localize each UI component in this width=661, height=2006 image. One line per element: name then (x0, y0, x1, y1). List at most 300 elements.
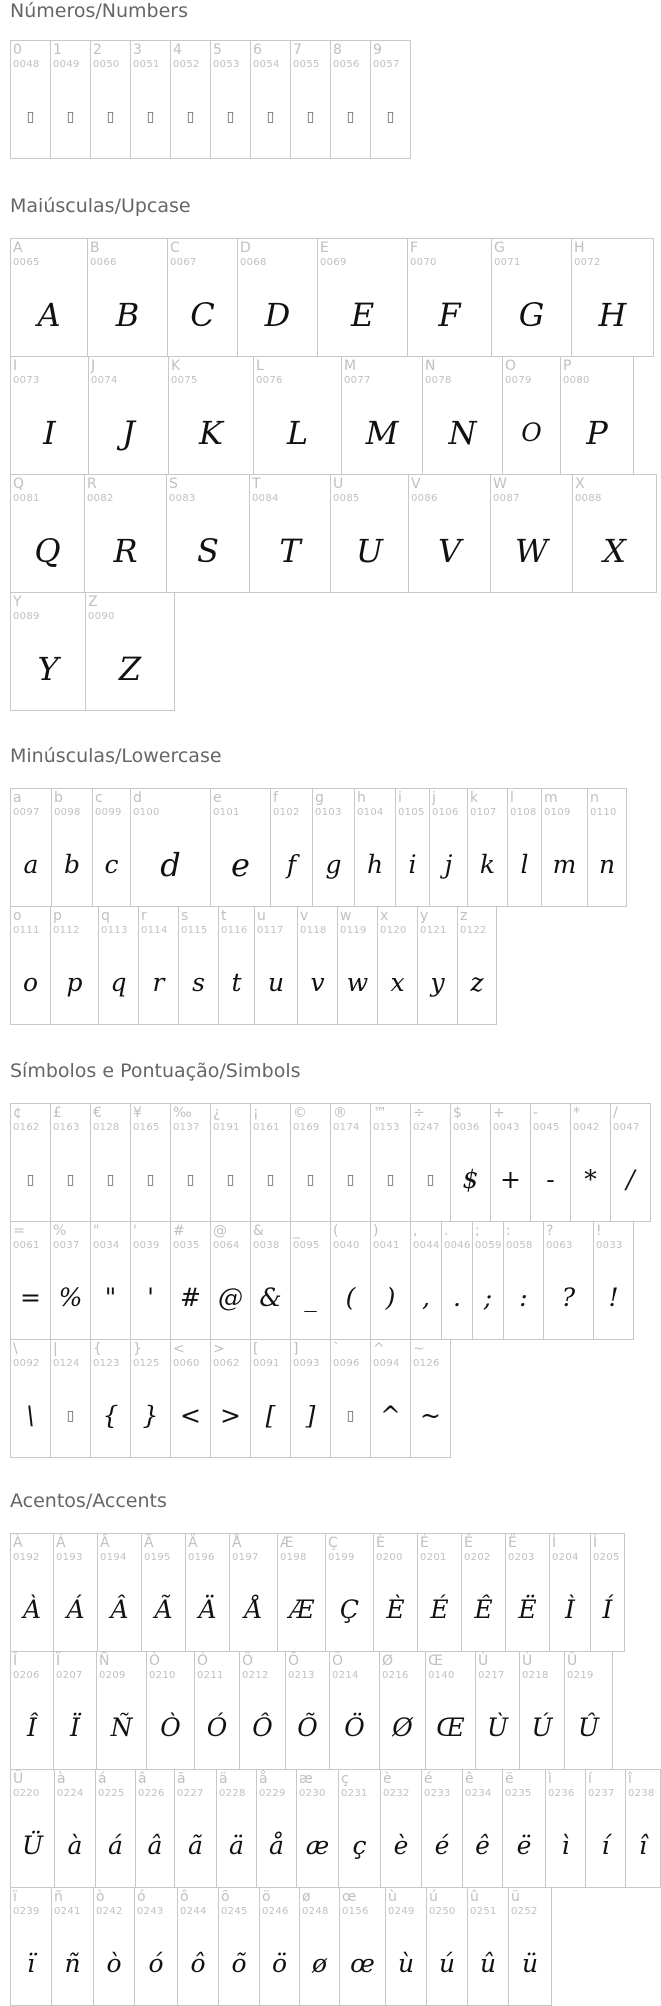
glyph-cell (98, 906, 139, 1025)
glyph-sample: ü (521, 1949, 539, 1978)
glyph-cell (90, 1103, 131, 1222)
char-code: 0115 (181, 925, 208, 936)
char-code: 0108 (510, 807, 537, 818)
char-label: 0 (13, 42, 22, 58)
glyph-cell (610, 1103, 651, 1222)
char-label: v (300, 908, 309, 924)
missing-glyph-icon: ▯ (226, 1171, 235, 1188)
glyph-sample: Ö (344, 1713, 365, 1742)
char-code: 0218 (522, 1670, 549, 1681)
char-code: 0091 (253, 1358, 280, 1369)
char-code: 0250 (429, 1906, 456, 1917)
glyph-sample: ï (27, 1949, 35, 1978)
missing-glyph-icon: ▯ (266, 1171, 275, 1188)
char-label: ` (333, 1341, 340, 1357)
char-code: 0128 (93, 1122, 120, 1133)
glyph-sample: À (22, 1595, 42, 1624)
glyph-sample: R (113, 531, 138, 570)
char-code: 0234 (465, 1788, 492, 1799)
glyph-cell (87, 238, 168, 357)
char-label: > (213, 1341, 225, 1357)
glyph-sample: X (603, 531, 626, 570)
glyph-cell (290, 1221, 331, 1340)
missing-glyph-icon: ▯ (186, 1171, 195, 1188)
char-label: R (87, 476, 97, 492)
char-code: 0064 (213, 1240, 240, 1251)
char-label: Ñ (99, 1653, 110, 1669)
glyph-sample: } (142, 1401, 159, 1430)
missing-glyph-icon: ▯ (386, 108, 395, 125)
char-label: ç (341, 1771, 349, 1787)
char-code: 0205 (593, 1552, 620, 1563)
glyph-sample: Û (577, 1713, 600, 1742)
glyph-sample: O (521, 418, 542, 447)
char-code: 0114 (141, 925, 168, 936)
glyph-sample: T (279, 531, 301, 570)
char-code: 0124 (53, 1358, 80, 1369)
char-label: ë (505, 1771, 514, 1787)
char-label: Ö (332, 1653, 344, 1669)
char-label: . (444, 1223, 449, 1239)
glyph-cell (330, 474, 409, 593)
glyph-sample: â (147, 1831, 163, 1860)
glyph-sample: V (437, 531, 462, 570)
glyph-cell (325, 1533, 374, 1652)
glyph-sample: Ê (474, 1595, 493, 1624)
glyph-cell (10, 238, 88, 357)
char-code: 0041 (373, 1240, 400, 1251)
glyph-cell (408, 474, 491, 593)
missing-glyph-icon: ▯ (106, 108, 115, 125)
glyph-sample: k (479, 850, 496, 879)
glyph-cell (178, 906, 219, 1025)
glyph-cell (417, 1533, 462, 1652)
glyph-sample: C (190, 295, 215, 334)
section-title-lowercase: Minúsculas/Lowercase (10, 745, 222, 767)
char-code: 0100 (133, 807, 160, 818)
char-label: û (470, 1889, 479, 1905)
char-label: Ç (328, 1535, 338, 1551)
glyph-cell (330, 40, 371, 159)
char-code: 0230 (299, 1788, 326, 1799)
char-label: H (574, 240, 585, 256)
glyph-cell (54, 1769, 96, 1888)
char-code: 0213 (288, 1670, 315, 1681)
char-code: 0126 (413, 1358, 440, 1369)
glyph-sample: Á (66, 1595, 85, 1624)
char-label: / (613, 1105, 618, 1121)
glyph-sample: N (448, 413, 477, 452)
glyph-sample: [ (265, 1401, 276, 1430)
glyph-cell (237, 238, 318, 357)
glyph-cell (299, 1887, 340, 2006)
char-label: í (588, 1771, 592, 1787)
char-label: 9 (373, 42, 382, 58)
glyph-cell (135, 1769, 175, 1888)
char-label: 2 (93, 42, 102, 58)
char-code: 0200 (376, 1552, 403, 1563)
char-code: 0076 (256, 375, 283, 386)
char-code: 0241 (54, 1906, 81, 1917)
char-code: 0049 (53, 59, 80, 70)
glyph-cell (10, 1103, 51, 1222)
char-code: 0036 (453, 1122, 480, 1133)
glyph-sample: Ï (70, 1713, 80, 1742)
char-code: 0074 (91, 375, 118, 386)
glyph-sample: j (444, 850, 453, 879)
char-label: ù (388, 1889, 397, 1905)
glyph-cell (95, 1769, 136, 1888)
char-code: 0042 (573, 1122, 600, 1133)
char-label: : (506, 1223, 511, 1239)
char-code: 0195 (144, 1552, 171, 1563)
char-label: $ (453, 1105, 462, 1121)
char-label: U (333, 476, 344, 492)
glyph-cell (410, 1103, 451, 1222)
glyph-sample: t (231, 968, 242, 997)
glyph-cell (210, 1103, 251, 1222)
char-label: V (411, 476, 421, 492)
section-title-numbers: Números/Numbers (10, 0, 188, 22)
glyph-sample: ! (608, 1283, 619, 1312)
glyph-cell (370, 1221, 411, 1340)
glyph-cell (330, 1221, 371, 1340)
glyph-cell (461, 1533, 506, 1652)
glyph-sample: æ (305, 1831, 330, 1860)
glyph-cell (491, 238, 572, 357)
glyph-sample: ë (516, 1831, 532, 1860)
char-label: y (420, 908, 429, 924)
char-label: ¡ (253, 1105, 259, 1121)
char-label: \ (13, 1341, 18, 1357)
char-code: 0075 (171, 375, 198, 386)
char-label: ö (262, 1889, 271, 1905)
glyph-sample: > (220, 1401, 241, 1430)
char-label: ¢ (13, 1105, 22, 1121)
char-code: 0107 (470, 807, 497, 818)
char-label: N (425, 358, 436, 374)
glyph-cell (174, 1769, 217, 1888)
glyph-sample: n (598, 850, 616, 879)
char-code: 0060 (173, 1358, 200, 1369)
char-code: 0119 (340, 925, 367, 936)
char-code: 0037 (53, 1240, 80, 1251)
char-code: 0098 (54, 807, 81, 818)
glyph-cell (50, 906, 99, 1025)
missing-glyph-icon: ▯ (66, 1171, 75, 1188)
char-code: 0248 (302, 1906, 329, 1917)
glyph-cell (90, 40, 131, 159)
glyph-cell (256, 1769, 297, 1888)
glyph-cell (130, 1221, 171, 1340)
glyph-cell (194, 1651, 240, 1770)
char-code: 0161 (253, 1122, 280, 1133)
glyph-sample: D (264, 295, 291, 334)
char-code: 0072 (574, 257, 601, 268)
char-code: 0216 (382, 1670, 409, 1681)
char-code: 0212 (242, 1670, 269, 1681)
char-code: 0193 (56, 1552, 83, 1563)
glyph-cell (10, 906, 51, 1025)
char-label: ™ (373, 1105, 387, 1121)
glyph-sample: ~ (420, 1401, 441, 1430)
char-label: ; (475, 1223, 480, 1239)
glyph-cell (377, 906, 418, 1025)
char-code: 0198 (280, 1552, 307, 1563)
char-code: 0082 (87, 493, 114, 504)
char-code: 0061 (13, 1240, 40, 1251)
glyph-cell (572, 474, 657, 593)
glyph-cell (53, 1651, 97, 1770)
char-label: O (505, 358, 517, 374)
missing-glyph-icon: ▯ (146, 108, 155, 125)
char-label: Ä (188, 1535, 198, 1551)
glyph-cell (503, 1221, 544, 1340)
char-code: 0228 (219, 1788, 246, 1799)
char-code: 0063 (546, 1240, 573, 1251)
glyph-sample: û (479, 1949, 497, 1978)
glyph-sample: ' (147, 1283, 154, 1312)
char-label: ø (302, 1889, 311, 1905)
glyph-sample: v (310, 968, 325, 997)
glyph-sample: Í (602, 1595, 613, 1624)
char-code: 0078 (425, 375, 452, 386)
char-label: i (398, 790, 402, 806)
glyph-cell (177, 1887, 219, 2006)
glyph-sample: f (286, 850, 297, 879)
section-title-upcase: Maiúsculas/Upcase (10, 195, 191, 217)
glyph-sample: b (63, 850, 80, 879)
char-code: 0085 (333, 493, 360, 504)
glyph-cell (10, 1769, 55, 1888)
glyph-cell (370, 40, 411, 159)
char-code: 0112 (53, 925, 80, 936)
glyph-sample: Æ (288, 1595, 315, 1624)
glyph-cell (421, 1769, 463, 1888)
char-label: p (53, 908, 62, 924)
glyph-cell (130, 1339, 171, 1458)
glyph-sample: p (66, 968, 83, 997)
glyph-sample: m (552, 850, 577, 879)
glyph-sample: Ó (206, 1713, 228, 1742)
glyph-cell (370, 1103, 411, 1222)
char-code: 0202 (464, 1552, 491, 1563)
char-label: Õ (288, 1653, 300, 1669)
missing-glyph-icon: ▯ (66, 1407, 75, 1424)
char-code: 0055 (293, 59, 320, 70)
glyph-sample: . (453, 1283, 461, 1312)
char-code: 0097 (13, 807, 40, 818)
char-code: 0056 (333, 59, 360, 70)
char-label: T (252, 476, 261, 492)
glyph-sample: i (408, 850, 417, 879)
char-code: 0066 (90, 257, 117, 268)
char-code: 0044 (413, 1240, 440, 1251)
glyph-cell (10, 1651, 54, 1770)
glyph-cell (317, 238, 408, 357)
glyph-sample: " (104, 1283, 117, 1312)
char-label: l (510, 790, 514, 806)
char-code: 0062 (213, 1358, 240, 1369)
char-label: q (101, 908, 110, 924)
glyph-sample: ? (561, 1283, 576, 1312)
glyph-cell (170, 1339, 211, 1458)
char-label: ® (333, 1105, 347, 1121)
char-code: 0197 (232, 1552, 259, 1563)
char-code: 0191 (213, 1122, 240, 1133)
char-label: & (253, 1223, 264, 1239)
char-code: 0106 (432, 807, 459, 818)
section-title-symbols: Símbolos e Pontuação/Simbols (10, 1060, 301, 1082)
char-code: 0244 (180, 1906, 207, 1917)
glyph-cell (379, 1651, 426, 1770)
missing-glyph-icon: ▯ (66, 108, 75, 125)
glyph-sample: É (430, 1595, 449, 1624)
glyph-sample: ( (345, 1283, 356, 1312)
char-code: 0196 (188, 1552, 215, 1563)
glyph-sample: œ (350, 1949, 375, 1978)
glyph-cell (170, 1221, 211, 1340)
char-code: 0079 (505, 375, 532, 386)
section-title-accents: Acentos/Accents (10, 1490, 167, 1512)
glyph-sample: - (546, 1165, 555, 1194)
missing-glyph-icon: ▯ (426, 1171, 435, 1188)
char-label: Ú (522, 1653, 533, 1669)
missing-glyph-icon: ▯ (386, 1171, 395, 1188)
char-label: ] (293, 1341, 299, 1357)
char-code: 0103 (315, 807, 342, 818)
glyph-cell (138, 906, 179, 1025)
char-label: w (340, 908, 352, 924)
glyph-cell (10, 1533, 54, 1652)
glyph-cell (10, 788, 52, 907)
char-code: 0243 (137, 1906, 164, 1917)
glyph-cell (249, 474, 331, 593)
glyph-cell (370, 1339, 411, 1458)
char-code: 0123 (93, 1358, 120, 1369)
char-code: 0217 (478, 1670, 505, 1681)
glyph-sample: K (199, 413, 223, 452)
char-label: { (93, 1341, 102, 1357)
glyph-cell (490, 474, 573, 593)
glyph-cell (170, 1103, 211, 1222)
glyph-sample: < (180, 1401, 201, 1430)
glyph-sample: é (434, 1831, 450, 1860)
char-code: 0096 (333, 1358, 360, 1369)
char-code: 0225 (98, 1788, 125, 1799)
glyph-sample: d (160, 845, 181, 884)
char-code: 0163 (53, 1122, 80, 1133)
char-code: 0111 (13, 925, 40, 936)
glyph-cell (472, 1221, 504, 1340)
glyph-sample: Ù (486, 1713, 509, 1742)
char-code: 0105 (398, 807, 425, 818)
glyph-sample: Œ (436, 1713, 465, 1742)
glyph-cell (422, 356, 503, 475)
char-label: Ã (144, 1535, 154, 1551)
glyph-cell (590, 1533, 625, 1652)
char-code: 0252 (511, 1906, 538, 1917)
glyph-sample: ; (483, 1283, 493, 1312)
glyph-cell (50, 1103, 91, 1222)
char-label: 5 (213, 42, 222, 58)
char-code: 0231 (341, 1788, 368, 1799)
glyph-cell (410, 1221, 442, 1340)
glyph-sample: á (108, 1831, 123, 1860)
glyph-sample: ã (188, 1831, 203, 1860)
char-code: 0120 (380, 925, 407, 936)
glyph-sample: _ (304, 1283, 317, 1312)
glyph-cell (210, 1221, 251, 1340)
glyph-sample: Ô (252, 1713, 273, 1742)
glyph-cell (167, 238, 238, 357)
glyph-cell (290, 40, 331, 159)
char-code: 0219 (567, 1670, 594, 1681)
char-code: 0113 (101, 925, 128, 936)
char-label: A (13, 240, 23, 256)
char-label: ó (137, 1889, 146, 1905)
glyph-cell (277, 1533, 326, 1652)
glyph-cell (50, 1339, 91, 1458)
char-label: Ô (242, 1653, 254, 1669)
glyph-cell (250, 40, 291, 159)
char-label: D (240, 240, 251, 256)
glyph-sample: ] (305, 1401, 316, 1430)
char-code: 0174 (333, 1122, 360, 1133)
glyph-cell (229, 1533, 278, 1652)
char-label: Û (567, 1653, 578, 1669)
glyph-cell (543, 1221, 594, 1340)
glyph-cell (380, 1769, 422, 1888)
char-code: 0050 (93, 59, 120, 70)
char-code: 0201 (420, 1552, 447, 1563)
char-label: I (13, 358, 18, 374)
glyph-cell (312, 788, 355, 907)
glyph-cell (395, 788, 430, 907)
char-label: h (357, 790, 366, 806)
glyph-sample: Z (118, 649, 142, 688)
char-label: G (494, 240, 505, 256)
glyph-sample: ø (311, 1949, 328, 1978)
char-code: 0121 (420, 925, 447, 936)
glyph-cell (146, 1651, 195, 1770)
char-label: Ë (508, 1535, 517, 1551)
char-label: ä (219, 1771, 228, 1787)
char-code: 0239 (13, 1906, 40, 1917)
char-code: 0035 (173, 1240, 200, 1251)
char-code: 0034 (93, 1240, 120, 1251)
missing-glyph-icon: ▯ (346, 108, 355, 125)
char-label: å (259, 1771, 268, 1787)
glyph-sample: ò (106, 1949, 122, 1978)
char-code: 0227 (177, 1788, 204, 1799)
glyph-cell (338, 1769, 381, 1888)
glyph-sample: \ (26, 1401, 35, 1430)
char-label: < (173, 1341, 185, 1357)
glyph-cell (92, 788, 131, 907)
glyph-cell (170, 40, 211, 159)
glyph-cell (571, 238, 654, 357)
glyph-sample: Ñ (110, 1713, 133, 1742)
char-code: 0071 (494, 257, 521, 268)
glyph-sample: # (180, 1283, 201, 1312)
glyph-cell (502, 356, 561, 475)
char-code: 0065 (13, 257, 40, 268)
char-code: 0199 (328, 1552, 355, 1563)
glyph-sample: @ (218, 1283, 243, 1312)
glyph-sample: Ì (565, 1595, 575, 1624)
char-label: ê (465, 1771, 474, 1787)
